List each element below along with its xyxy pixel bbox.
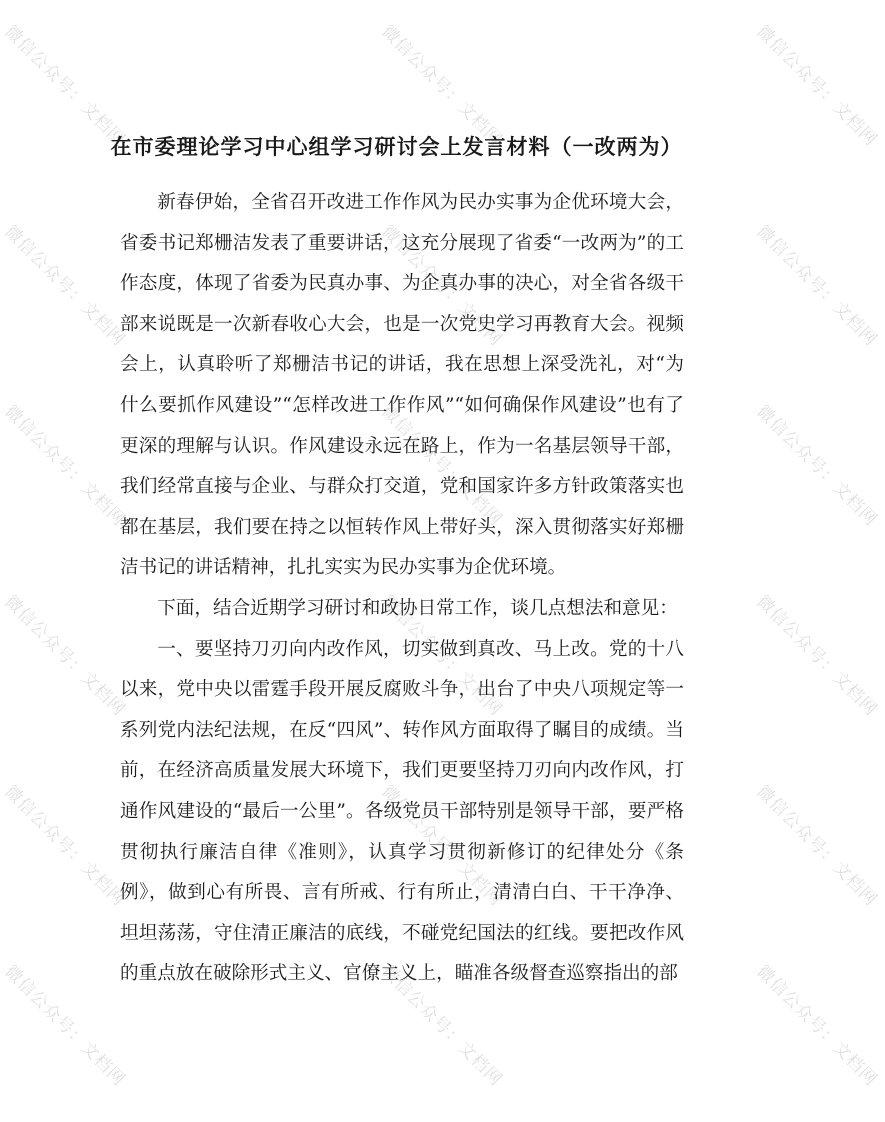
watermark-text: 微信公众号：文档网 — [377, 221, 507, 351]
watermark-text: 微信公众号：文档网 — [752, 221, 882, 351]
watermark-text: 微信公众号：文档网 — [752, 961, 882, 1091]
watermark-text: 微信公众号：文档网 — [377, 961, 507, 1091]
watermark-text: 微信公众号：文档网 — [0, 21, 130, 151]
document-body — [120, 183, 684, 995]
watermark-text: 微信公众号：文档网 — [752, 781, 882, 911]
watermark-text: 微信公众号：文档网 — [377, 781, 507, 911]
watermark-text: 微信公众号：文档网 — [0, 961, 130, 1091]
watermark-text: 微信公众号：文档网 — [377, 401, 507, 531]
watermark-text: 微信公众号：文档网 — [377, 21, 507, 151]
watermark-text: 微信公众号：文档网 — [752, 21, 882, 151]
watermark-text: 微信公众号：文档网 — [377, 591, 507, 721]
watermark-text: 微信公众号：文档网 — [0, 781, 130, 911]
watermark-text: 微信公众号：文档网 — [752, 401, 882, 531]
watermark-text: 微信公众号：文档网 — [0, 401, 130, 531]
document-title: 在市委理论学习中心组学习研讨会上发言材料（一改两为） — [110, 135, 683, 159]
watermark-text: 微信公众号：文档网 — [0, 591, 130, 721]
paragraph-transition: 下面，结合近期学习研讨和政协日常工作，谈几点想法和意见： — [157, 597, 678, 619]
paragraph-section-one: 一、要坚持刀刃向内改作风，切实做到真改、马上改。党的十八以来，党中央以雷霆手段开展反腐败斗争，出台了中央八项规定等一系列党内法纪法规，在反“四风”、转作风方面取得了瞩目的成绩。当前，在经济高质量发展大环境下，我们更要坚持刀刃向内改作风，打通作风建设的“最后一公里”。各级党员干部特别是领导干部，要严格贯彻执行廉洁自律《准则》，认真学习贯彻新修订的纪律处分《条例》，做到心有所畏、言有所戒、行有所止，清清白白、干干净净、坦坦荡荡，守住清正廉洁的底线，不碰党纪国法的红线。要把改作风的重点放在破除形式主义、官僚主义上，瞄准各级督查巡察指出的部 — [120, 638, 684, 985]
watermark-text: 微信公众号：文档网 — [0, 221, 130, 351]
watermark-text: 微信公众号：文档网 — [752, 591, 882, 721]
paragraph-intro: 新春伊始，全省召开改进工作作风为民办实事为企优环境大会，省委书记郑栅洁发表了重要讲话，这充分展现了省委“一改两为”的工作态度，体现了省委为民真办事、为企真办事的决心，对全省各级干部来说既是一次新春收心大会，也是一次党史学习再教育大会。视频会上，认真聆听了郑栅洁书记的讲话，我在思想上深受洗礼，对“为什么要抓作风建设”“怎样改进工作作风”“如何确保作风建设”也有了更深的理解与认识。作风建设永远在路上，作为一名基层领导干部，我们经常直接与企业、与群众打交道，党和国家许多方针政策落实也都在基层，我们要在持之以恒转作风上带好头，深入贯彻落实好郑栅洁书记的讲话精神，扎扎实实为民办实事为企优环境。 — [120, 192, 684, 579]
